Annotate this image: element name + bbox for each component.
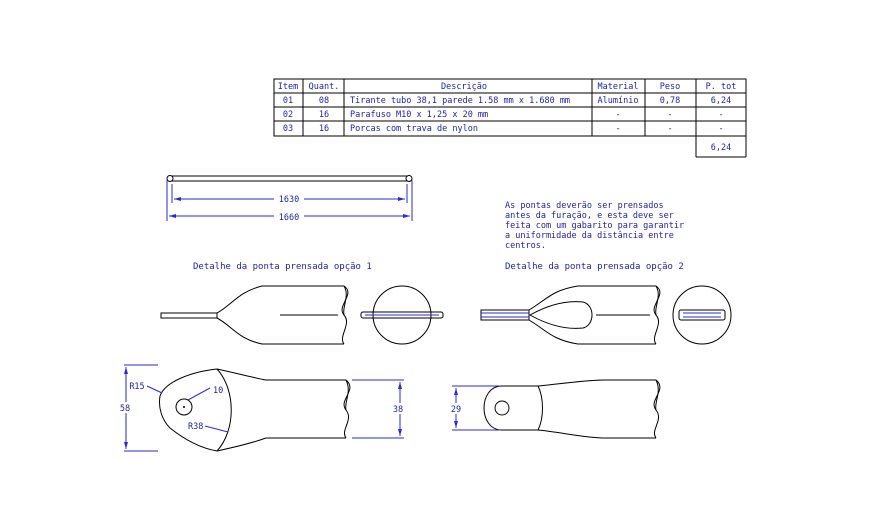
dim-38: 38 (392, 405, 404, 415)
header-item: Item (277, 82, 299, 92)
dim-1630: 1630 (278, 195, 300, 205)
table-cell: - (667, 124, 673, 134)
header-quant: Quant. (308, 82, 340, 92)
note-line: feita com um gabarito para garantir (505, 221, 685, 231)
table-cell: - (615, 110, 621, 120)
table-cell: Alumínio (597, 96, 639, 106)
note-line: a uniformidade da distância entre (505, 231, 674, 241)
note-line: centros. (505, 241, 546, 251)
caption-option-1: Detalhe da ponta prensada opção 1 (193, 262, 372, 272)
note-line: As pontas deverão ser prensados (505, 201, 664, 211)
tie-rod-overview (167, 176, 412, 224)
fabrication-note (505, 201, 684, 251)
dim-r15: R15 (129, 382, 145, 392)
header-descricao: Descrição (440, 82, 488, 92)
table-cell: Parafuso M10 x 1,25 x 20 mm (350, 110, 489, 120)
option2-side-view (481, 286, 660, 344)
dim-29: 29 (450, 405, 462, 415)
table-cell: - (718, 110, 724, 120)
table-cell: - (615, 124, 621, 134)
table-cell: Tirante tubo 38,1 parede 1.58 mm x 1.680 mm (350, 96, 571, 106)
table-cell: 08 (318, 96, 330, 106)
table-cell: 16 (318, 124, 330, 134)
option2-top-view (446, 380, 660, 438)
header-ptot: P. tot (705, 82, 737, 92)
note-line: antes da furação, e esta deve ser (505, 211, 674, 221)
header-material: Material (597, 82, 639, 92)
parts-table (274, 79, 746, 157)
option2-end-view (673, 286, 731, 344)
option1-top-view (116, 365, 410, 451)
dim-r38: R38 (188, 422, 204, 432)
dim-10: 10 (213, 386, 224, 396)
table-cell: 02 (282, 110, 294, 120)
option1-end-view (361, 286, 443, 344)
caption-option-2: Detalhe da ponta prensada opção 2 (505, 262, 684, 272)
table-cell: - (718, 124, 724, 134)
table-cell: 01 (282, 96, 294, 106)
dim-1660: 1660 (278, 213, 300, 223)
dim-58: 58 (119, 404, 131, 414)
table-cell: Porcas com trava de nylon (350, 124, 478, 134)
table-cell: 6,24 (710, 96, 732, 106)
table-cell: 03 (282, 124, 294, 134)
table-cell: 16 (318, 110, 330, 120)
table-cell: - (667, 110, 673, 120)
header-peso: Peso (659, 82, 681, 92)
table-cell: 0,78 (659, 96, 681, 106)
option1-side-view (161, 286, 348, 344)
total-weight: 6,24 (710, 143, 732, 153)
